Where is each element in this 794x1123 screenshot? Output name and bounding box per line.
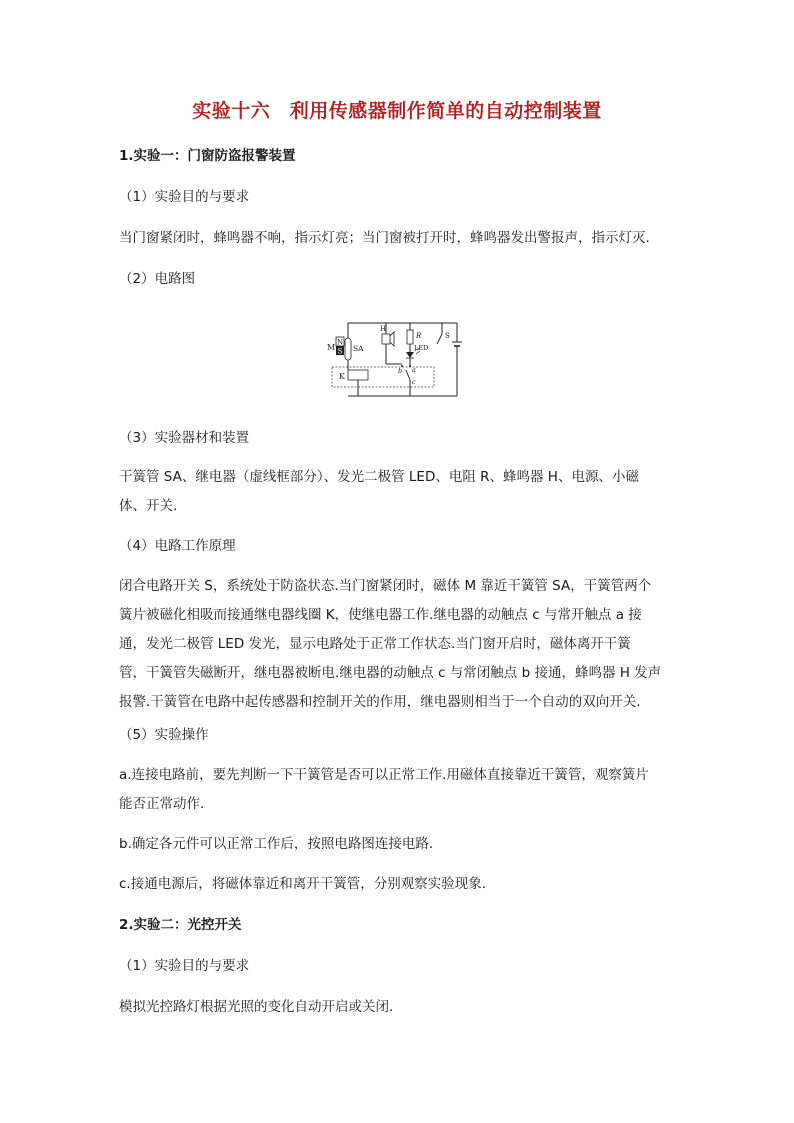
- page-title: 实验十六 利用传感器制作简单的自动控制装置: [192, 100, 602, 122]
- text-line: 闭合电路开关 S，系统处于防盗状态.当门窗紧闭时，磁体 M 靠近干簧管 SA，干簧管两个: [119, 578, 652, 594]
- relay-box: [332, 367, 434, 387]
- label-h: H: [380, 325, 387, 333]
- relay-coil: [348, 370, 368, 380]
- label-sa: SA: [353, 344, 364, 353]
- led: [406, 352, 414, 358]
- moving-contact: [406, 370, 410, 380]
- buzzer-horn: [390, 332, 394, 346]
- contact-a: [409, 365, 411, 367]
- text-line: 体、开关.: [119, 498, 178, 514]
- text-line: 管，干簧管失磁断开，继电器被断电.继电器的动触点 c 与常闭触点 b 接通，蜂鸣器 H 发声: [119, 665, 662, 681]
- switch-blade: [437, 334, 442, 344]
- buzzer: [382, 334, 390, 344]
- text-line: 能否正常动作.: [119, 796, 205, 812]
- paragraph-step-c: c.接通电源后，将磁体靠近和离开干簧管，分别观察实验现象.: [119, 876, 487, 892]
- label-s: S: [337, 347, 343, 356]
- paragraph-materials: [119, 463, 675, 521]
- label-b: b: [398, 367, 403, 375]
- label-a: a: [412, 366, 416, 374]
- label-n: N: [336, 338, 344, 347]
- paragraph-step-b: b.确定各元件可以正常工作后，按照电路图连接电路.: [119, 836, 434, 852]
- text-line: 报警.干簧管在电路中起传感器和控制开关的作用，继电器则相当于一个自动的双向开关.: [119, 694, 641, 710]
- text-line: 簧片被磁化相吸而接通继电器线圈 K，使继电器工作.继电器的动触点 c 与常开触点 a 接: [119, 607, 642, 623]
- paragraph-principle: [119, 572, 675, 717]
- subheading-operation: （5）实验操作: [119, 727, 209, 743]
- label-r: R: [416, 332, 422, 340]
- reed-switch: [345, 338, 351, 360]
- section-2-heading: 2.实验二：光控开关: [119, 917, 242, 933]
- paragraph-step-a: [119, 761, 675, 819]
- subheading-principle: （4）电路工作原理: [119, 538, 236, 554]
- paragraph-goal: 当门窗紧闭时，蜂鸣器不响，指示灯亮；当门窗被打开时，蜂鸣器发出警报声，指示灯灭.: [119, 230, 650, 246]
- section-1-heading: 1.实验一：门窗防盗报警装置: [119, 148, 296, 164]
- subheading-goal: （1）实验目的与要求: [119, 189, 250, 205]
- resistor: [407, 330, 413, 344]
- label-led: LED: [414, 344, 429, 352]
- circuit-diagram: [326, 320, 466, 400]
- paragraph-goal-2: 模拟光控路灯根据光照的变化自动开启或关闭.: [119, 999, 394, 1015]
- text-line: 通，发光二极管 LED 发光，显示电路处于正常工作状态.当门窗开启时，磁体离开干簧: [119, 636, 631, 652]
- subheading-goal-2: （1）实验目的与要求: [119, 958, 250, 974]
- subheading-circuit: （2）电路图: [119, 271, 196, 287]
- label-k: K: [339, 372, 345, 381]
- text-line: 干簧管 SA、继电器（虚线框部分）、发光二极管 LED、电阻 R、蜂鸣器 H、电源、小磁: [119, 469, 639, 485]
- label-c: c: [412, 378, 416, 386]
- label-m: M: [327, 343, 336, 352]
- text-line: a.连接电路前，要先判断一下干簧管是否可以正常工作.用磁体直接靠近干簧管，观察簧片: [119, 767, 649, 783]
- subheading-materials: （3）实验器材和装置: [119, 430, 250, 446]
- label-switch: S: [445, 332, 450, 340]
